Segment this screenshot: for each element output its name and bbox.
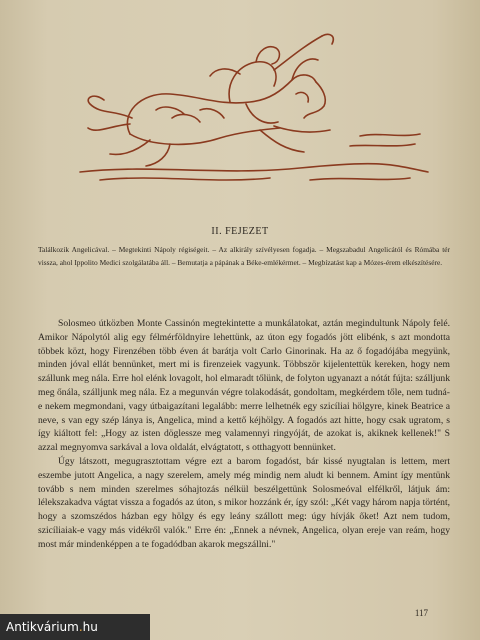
chapter-summary: Találkozik Angelicával. – Megtekinti Nápoly régiségeit. – Az alkirály szívélyesen fogadja. – Megszabadul Angelicától és Rómába tér vissza, ahol Ippolito Medici szolgálatába áll. – Bemutatja a pápának a Béke-emlékérmet. – Megbízatást kap a Mózes-érem elkészítésére.	[38, 245, 450, 267]
paragraph: Úgy látszott, megugrasztottam végre ezt a barom fogadóst, bár kissé nyugtalan is lettem, mert eszembe jutott Angelica, a nagy szerelem, amely még mindig nem aludt ki bennem. Amint így mentünk tovább s nem minden szerelmes sóhajtozás nélkül beszélgettünk Solosmeóval elfélkről, látjuk ám: lélekszakadva vágtat vissza a fogadós az úton, s mikor hozzánk ér, így szól: „Két vagy három napja történt, hogy a szomszédos házban egy hölgy és egy leány szállott meg: úgy hívják őket! Azt nem tudom, szicíliaiak-e vagy más vidékről valók." Erre én: „Ennek a névnek, Angelica, olyan ereje van reám, hogy most már mindenképpen a te fogadódban akarok megszállni."	[38, 455, 451, 550]
watermark-suffix: hu	[82, 620, 98, 634]
body-text	[38, 317, 450, 552]
chapter-title: II. FEJEZET	[211, 226, 269, 237]
watermark-dot: .	[78, 620, 83, 634]
paragraph: Solosmeo útközben Monte Cassinón megtekintette a munkálatokat, aztán megindultunk Nápoly felé. Amikor Nápolytól alig egy félmérföldnyire lehettünk, az úton egy fogadós jött elibénk, s azt mondotta többek közt, hogy Firenzében több éven át barátja volt Carlo Ginorinak. Ha az ő fogadójába megyünk, minden jóval ellát bennünket, mert mi is firenzeiek vagyunk. Többször kijelentettük kereken, hogy nem szállunk meg nála. Erre hol elénk lovagolt, hol elmaradt tőlünk, de folyton ugyanazt a nótát fújta: szálljunk meg őnála, szálljunk meg nála. Ez a megunván végre tolakodását, gondoltam, megkérdem tőle, nem tudná-e nekem megmondani, vagy útbaigazítani legalább: merre lelhetnék egy szicíliai hölgyre, kinek Beatrice a neve, s van egy szép lánya is, Angelica, mind a kettő kéjhölgy. A fogadós azt hitte, hogy csak ugratom, s így kiáltott fel: „Hogy az isten döglessze meg valamennyi ringyóját, de azokat is, akiknek kellenek!" S azzal megnyomva sarkával a lova oldalát, elvágtatott, s otthagyott bennünket.	[38, 318, 450, 454]
watermark-logo	[0, 614, 150, 640]
horse-rider-illustration	[60, 14, 440, 194]
watermark-prefix: Antikvárium	[6, 620, 79, 634]
page-number: 117	[414, 608, 428, 618]
